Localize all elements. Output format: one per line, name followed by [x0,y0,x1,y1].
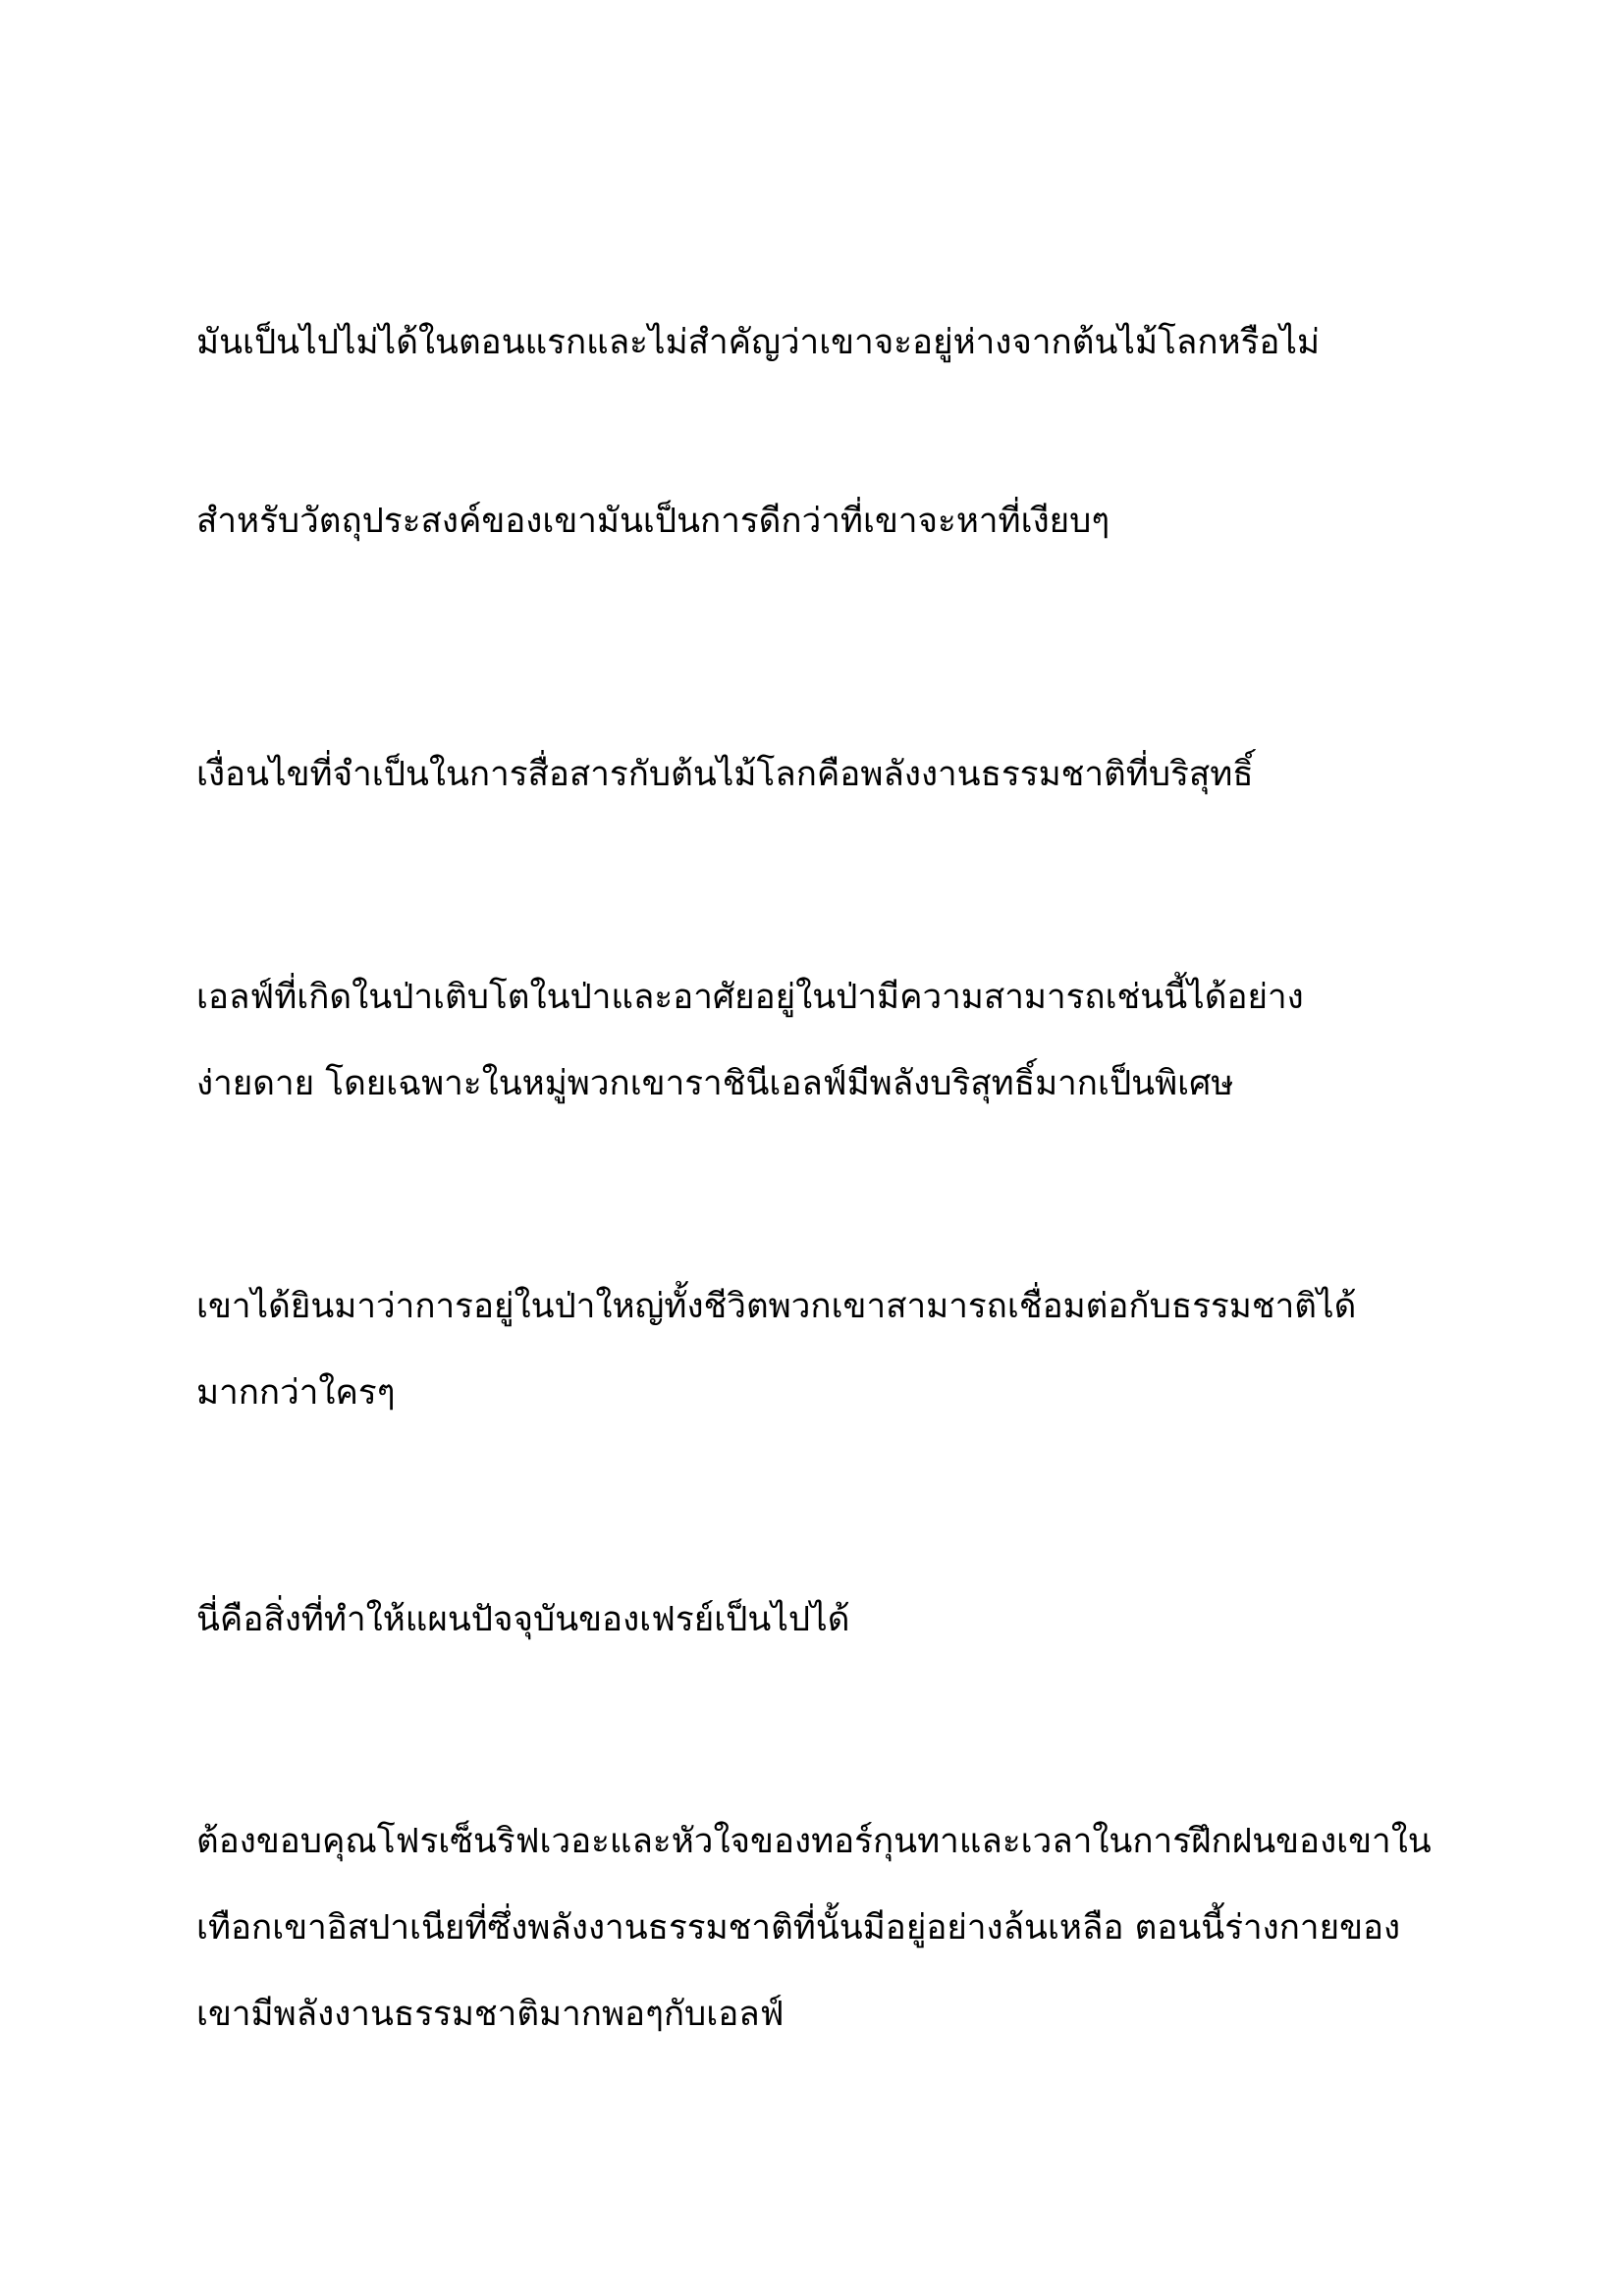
paragraph-line: ง่ายดาย โดยเฉพาะในหมู่พวกเขาราชินีเอลฟ์มีพลังบริสุทธิ์มากเป็นพิเศษ [196,1064,1234,1103]
paragraph-line: สำหรับวัตถุประสงค์ของเขามันเป็นการดีกว่าที่เขาจะหาที่เงียบๆ [196,502,1110,541]
paragraph-line: มากกว่าใครๆ [196,1373,396,1413]
paragraph-4 [196,954,1473,1127]
paragraph-line: เขามีพลังงานธรรมชาติมากพอๆกับเอลฟ์ [196,1995,785,2034]
paragraph-line: มันเป็นไปไม่ได้ในตอนแรกและไม่สำคัญว่าเขาจะอยู่ห่างจากต้นไม้โลกหรือไม่ [196,323,1321,362]
paragraph-2 [196,478,1473,564]
paragraph-1 [196,299,1473,386]
paragraph-3 [196,731,1473,818]
paragraph-line: เอลฟ์ที่เกิดในป่าเติบโตในป่าและอาศัยอยู่ในป่ามีความสามารถเช่นนี้ได้อย่าง [196,978,1304,1017]
paragraph-7 [196,1798,1473,2057]
paragraph-line: เงื่อนไขที่จำเป็นในการสื่อสารกับต้นไม้โลกคือพลังงานธรรมชาติที่บริสุทธิ์ [196,755,1254,794]
paragraph-line: ต้องขอบคุณโฟรเซ็นริฟเวอะและหัวใจของทอร์กุนทาและเวลาในการฝึกฝนของเขาใน [196,1822,1432,1861]
paragraph-5 [196,1263,1473,1436]
paragraph-line: นี่คือสิ่งที่ทำให้แผนปัจจุบันของเฟรย์เป็นไปได้ [196,1600,850,1639]
paragraph-6 [196,1576,1473,1663]
paragraph-line: เขาได้ยินมาว่าการอยู่ในป่าใหญ่ทั้งชีวิตพวกเขาสามารถเชื่อมต่อกับธรรมชาติได้ [196,1287,1357,1326]
paragraph-line: เทือกเขาอิสปาเนียที่ซึ่งพลังงานธรรมชาติที่นั้นมีอยู่อย่างล้นเหลือ ตอนนี้ร่างกายของ [196,1908,1401,1948]
